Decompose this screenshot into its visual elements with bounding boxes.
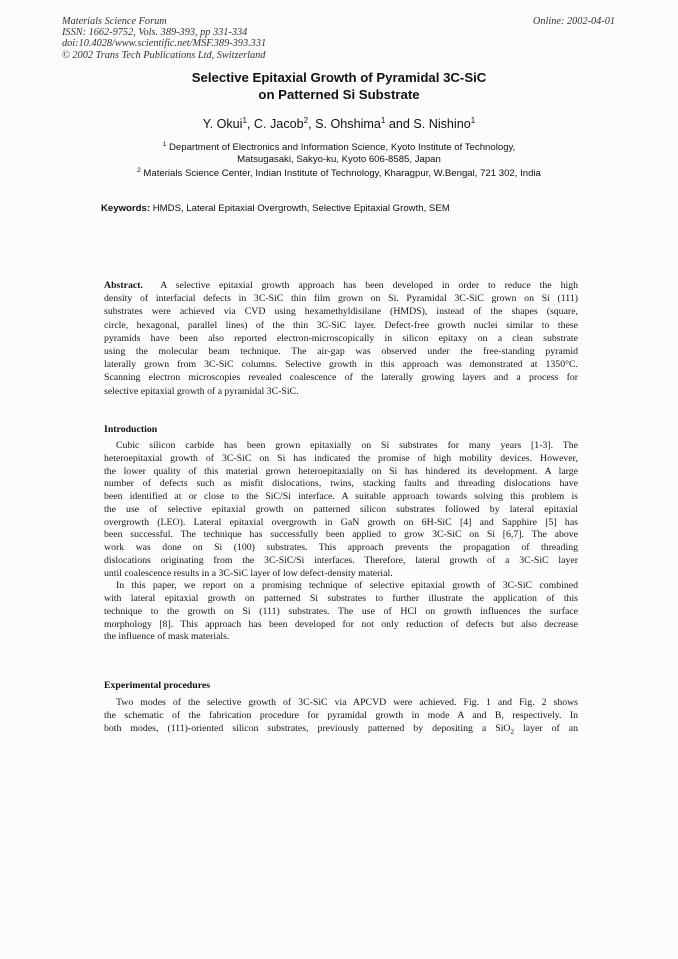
title-line-2: on Patterned Si Substrate (258, 86, 420, 102)
author-affiliation-mark: 1 (470, 116, 476, 125)
author-affiliation-mark: 1 (380, 116, 386, 125)
text-line: pyramids have been also reported electron-microscopically in silicon epitaxy on a clean substrate (104, 332, 578, 344)
author-affiliation-mark: 2 (303, 116, 309, 125)
affiliation-2 (0, 167, 678, 179)
text-line: the use of selective epitaxial growth on patterned silicon substrates followed by lateral epitaxial (104, 503, 578, 515)
text-line: laterally grown from 3C-SiC columns. Selective growth in this approach was demonstrated at 1350°C. (104, 359, 578, 371)
text-line: selective epitaxial growth of a pyramidal 3C-SiC. (104, 385, 299, 397)
copyright-line: © 2002 Trans Tech Publications Ltd, Switzerland (62, 49, 266, 61)
author-name: S. Ohshima (315, 117, 381, 132)
text-line: overgrowth (LEO). Lateral epitaxial overgrowth in GaN growth on 6H-SiC [4] and Sapphire [5] has (104, 516, 578, 528)
introduction-body (104, 440, 578, 644)
author-name: S. Nishino (413, 117, 471, 132)
text-line: work was done on Si (100) substrates. This approach prevents the propagation of threading (104, 542, 578, 553)
text-line: heteroepitaxial growth of 3C-SiC on Si has indicated the promise of high mobility devices. However, (104, 452, 578, 464)
text-line: with lateral epitaxial growth on patterned Si substrates to further illustrate the application of this (104, 593, 578, 604)
keywords (101, 203, 450, 214)
subscript: 2 (510, 727, 515, 736)
affiliation-number: 2 (137, 167, 141, 174)
author-separator: and (385, 117, 414, 132)
text-line: until coalescence results in a 3C-SiC layer of low defect-density material. (104, 567, 393, 579)
experimental-body (104, 696, 578, 739)
running-header (62, 16, 266, 61)
author-separator: , (246, 117, 254, 132)
text-segment: both modes, (111)-oriented silicon substrates, previously patterned by depositing a SiO (104, 723, 511, 734)
text-line: Scanning electron microscopies revealed coalescence of the laterally growing layers and a process for (104, 372, 578, 384)
text-line: Cubic silicon carbide has been grown epitaxially on Si substrates for many years [1-3]. The (116, 440, 578, 451)
text-segment: layer of an (514, 723, 578, 734)
abstract-label: Abstract. (104, 280, 143, 291)
text-line (104, 722, 578, 739)
text-line: Two modes of the selective growth of 3C-SiC via APCVD were achieved. Fig. 1 and Fig. 2 shows (116, 697, 578, 708)
affiliation-text: Department of Electronics and Information Science, Kyoto Institute of Technology, (169, 142, 516, 154)
text-line: substrates were achieved via CVD using hexamethyldisilane (HMDS), instead of the shapes (square, (104, 306, 578, 318)
affiliation-number: 1 (162, 141, 167, 148)
text-line: morphology [8]. This approach has been developed for not only reduction of defects but also decrease (104, 618, 578, 630)
author-affiliation-mark: 1 (242, 116, 247, 125)
issn-line: ISSN: 1662-9752, Vols. 389-393, pp 331-334 (62, 27, 248, 39)
author-separator: , (308, 117, 316, 132)
paper-title (0, 70, 678, 103)
keywords-text: HMDS, Lateral Epitaxial Overgrowth, Selective Epitaxial Growth, SEM (152, 203, 450, 214)
text-line: density of interfacial defects in 3C-SiC thin film grown on Si. Pyramidal 3C-SiC grown on Si (111) (104, 293, 578, 305)
doi-line[interactable]: doi:10.4028/www.scientific.net/MSF.389-393.331 (62, 38, 267, 50)
text-line: the influence of mask materials. (104, 631, 230, 643)
author-list (0, 116, 678, 131)
text-line: A selective epitaxial growth approach has been developed in order to reduce the high (160, 280, 578, 291)
author-name: C. Jacob (253, 117, 304, 132)
text-line: the lower quality of this material grown heteroepitaxially on Si has hindered its development. A large (104, 465, 578, 477)
text-line: the schematic of the fabrication procedure for pyramidal growth in mode A and B, respectively. In (104, 710, 578, 721)
text-line: In this paper, we report on a promising technique of selective epitaxial growth of 3C-SiC combined (116, 580, 578, 592)
text-line: been identified at or close to the SiC/Si interface. A suitable approach towards solving this problem is (104, 491, 578, 502)
text-line: using the molecular beam technique. The air-gap was observed under the free-standing pyramid (104, 346, 578, 358)
text-line: number of defects such as misfit dislocations, twins, stacking faults and threading dislocations have (104, 478, 578, 490)
journal-name: Materials Science Forum (62, 16, 167, 27)
text-line: circle, hexagonal, parallel lines) of the thin 3C-SiC layer. Defect-free growth nuclei similar to these (104, 319, 578, 331)
title-line-1: Selective Epitaxial Growth of Pyramidal 3C-SiC (191, 70, 487, 85)
section-heading-experimental: Experimental procedures (104, 680, 211, 691)
text-line: dislocations originating from the 3C-SiC/Si interfaces. Therefore, lateral growth of a 3C-SiC layer (104, 554, 578, 566)
abstract (104, 279, 578, 398)
affiliation-text: Matsugasaki, Sakyo-ku, Kyoto 606-8585, Japan (237, 154, 441, 166)
keywords-label: Keywords: (101, 203, 151, 214)
section-heading-introduction: Introduction (104, 424, 158, 435)
author-name: Y. Okui (202, 117, 243, 132)
affiliation-1 (0, 139, 678, 166)
online-date: Online: 2002-04-01 (532, 16, 615, 27)
text-line: been successful. The technique has successfully been applied to grow 3C-SiC on Si [6,7]. The above (104, 529, 578, 541)
affiliation-text: Materials Science Center, Indian Institute of Technology, Kharagpur, W.Bengal, 721 302, India (143, 168, 541, 180)
text-line: technique to the growth on Si (111) substrates. The use of HCl on growth influences the surface (104, 605, 578, 617)
